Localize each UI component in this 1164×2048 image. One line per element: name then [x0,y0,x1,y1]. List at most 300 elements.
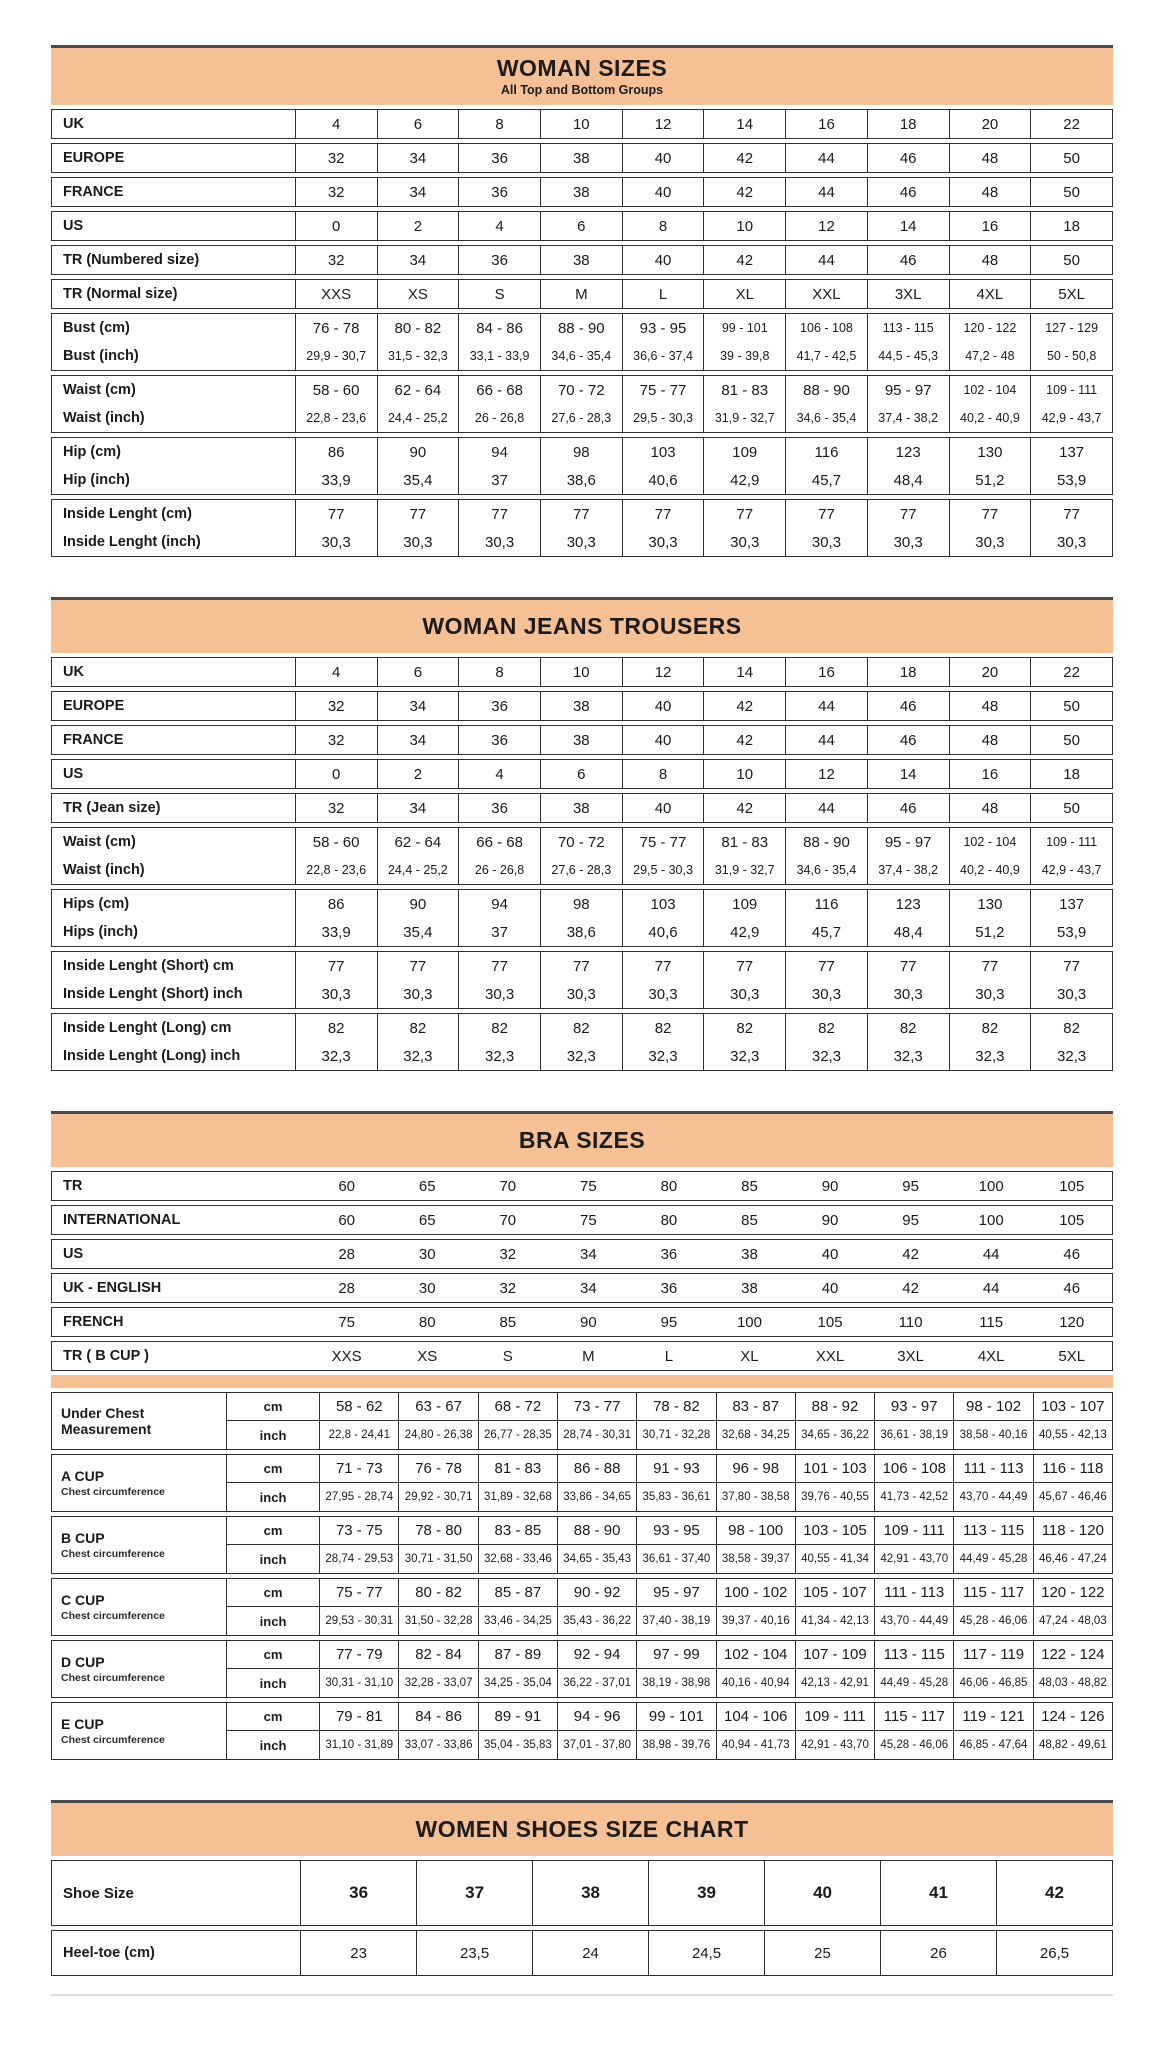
shoe-value-cell: 37 [417,1861,533,1925]
row-label-cm: Bust (cm) [63,320,130,336]
cup-value-inch: 30,71 - 31,50 [404,1553,473,1565]
cup-value-inch: 43,70 - 44,49 [880,1615,949,1627]
cup-value-cm: 124 - 126 [1034,1703,1112,1731]
size-value-cell: 34 [378,144,460,172]
cup-value-inch: 30,71 - 32,28 [642,1429,711,1441]
size-value-cell: 42 [704,178,786,206]
row-label-cm: Inside Lenght (Long) cm [63,1020,232,1036]
size-value-pair-cell [378,500,460,556]
value-inch: 32,3 [484,1047,515,1065]
cup-value-inch: 40,55 - 41,34 [801,1553,869,1565]
bra-band-value-cell: 85 [741,1177,758,1195]
value-inch: 34,6 - 35,4 [551,349,612,363]
cup-value-inch: 46,06 - 46,85 [959,1677,1028,1689]
size-value-cell: 50 [1063,697,1080,715]
size-value-pair-cell [459,890,541,946]
bra-band-value-cell: 85 [741,1211,758,1229]
cup-value-cm: 115 - 117 [875,1703,953,1731]
unit-cm-label: cm [227,1703,319,1731]
cup-label-sub: Chest circumference [61,1733,165,1746]
size-value-pair-cell [296,314,378,370]
cup-label-main: D CUP [61,1654,105,1671]
row-label: EUROPE [52,144,296,172]
size-value-pair-cell [786,952,868,1008]
value-cm: 66 - 68 [476,833,523,851]
cup-value-cm: 89 - 91 [479,1703,557,1731]
cup-value-inch: 44,49 - 45,28 [880,1677,949,1689]
bra-band-value-cell: 44 [982,1245,1000,1263]
value-cm: 130 [977,443,1003,461]
value-cm: 109 - 111 [1046,835,1098,849]
cup-value-inch: 32,28 - 33,07 [404,1677,473,1689]
row-label [52,952,296,1008]
table-row-pair [51,889,1113,947]
value-cm: 77 [409,957,427,975]
cup-value-cell [954,1517,1033,1573]
value-inch: 29,9 - 30,7 [306,349,367,363]
cup-value-inch: 35,83 - 36,61 [642,1491,711,1503]
page-bottom-rule [51,1994,1113,1996]
size-value-pair-cell [1031,828,1112,884]
table-row [51,177,1113,207]
value-cm: 99 - 101 [721,321,768,335]
size-value-cell: 14 [704,110,786,138]
value-inch: 29,5 - 30,3 [633,411,693,425]
bra-band-value-cell: 95 [902,1211,919,1229]
value-cm: 70 - 72 [557,381,605,399]
size-value-pair-cell [296,890,378,946]
bra-band-value-cell: 95 [660,1313,678,1331]
bra-band-value-cell: M [582,1347,595,1365]
size-value-pair-cell [868,952,950,1008]
value-inch: 53,9 [1057,471,1087,489]
size-value-cell: 8 [459,658,541,686]
size-value-cell: 44 [786,178,868,206]
value-cm: 88 - 90 [557,319,605,337]
value-cm: 82 [491,1019,508,1037]
value-inch: 30,3 [811,985,842,1003]
size-value-pair-cell [868,890,950,946]
value-cm: 77 [654,957,672,975]
jeans-trousers-title: WOMAN JEANS TROUSERS [422,612,742,639]
size-value-cell: 3XL [868,280,950,308]
cup-value-inch: 41,34 - 42,13 [801,1615,869,1627]
bra-band-value-cell: S [502,1347,513,1365]
cup-value-inch: 40,16 - 40,94 [721,1677,790,1689]
row-label: TR (Jean size) [52,794,296,822]
size-value-pair-cell [541,952,623,1008]
size-value-pair-cell [786,1014,868,1070]
cup-value-inch: 38,58 - 40,16 [959,1429,1028,1441]
size-value-pair-cell [704,500,786,556]
cup-value-cell [558,1455,637,1511]
cup-value-cell [875,1393,954,1449]
cup-label [52,1393,227,1449]
value-inch: 35,4 [403,471,433,489]
cup-value-cell [479,1641,558,1697]
size-value-cell: 46 [868,692,950,720]
size-value-cell: 32 [296,246,378,274]
bra-band-value-cell: 60 [338,1177,356,1195]
row-label-inch: Inside Lenght (Long) inch [63,1048,241,1064]
cup-value-inch: 48,03 - 48,82 [1038,1677,1107,1689]
cup-value-cm: 96 - 98 [717,1455,795,1483]
cup-label-main: E CUP [61,1716,104,1733]
value-inch: 30,3 [730,985,760,1003]
size-value-cell: 18 [1063,765,1080,783]
size-value-cell: 6 [378,658,460,686]
row-label-cm: Inside Lenght (cm) [63,506,192,522]
cup-value-cm: 75 - 77 [320,1579,398,1607]
size-value-cell: 36 [459,178,541,206]
size-value-pair-cell [296,438,378,494]
cup-value-cell [479,1455,558,1511]
cup-value-cm: 79 - 81 [320,1703,398,1731]
table-row [51,657,1113,687]
cup-value-cm: 88 - 90 [558,1517,636,1545]
bra-section-divider [51,1375,1113,1388]
value-inch: 40,6 [648,471,678,489]
size-value-pair-cell [868,438,950,494]
value-cm: 95 - 97 [884,381,932,399]
size-value-cell: 18 [868,658,950,686]
cup-value-inch: 38,98 - 39,76 [642,1739,711,1751]
size-value-cell: 34 [378,726,460,754]
value-inch: 32,3 [975,1047,1005,1065]
size-value-cell: 50 [1063,251,1080,269]
bra-band-value-cell: 75 [338,1313,356,1331]
size-value-cell: 32 [296,726,378,754]
size-value-cell: 4 [459,212,541,240]
size-value-pair-cell [623,828,705,884]
cup-row [51,1578,1113,1636]
bra-band-value-cell: 115 [979,1313,1004,1331]
size-value-cell: 16 [950,760,1032,788]
value-inch: 27,6 - 28,3 [551,863,612,877]
cup-value-inch: 34,65 - 36,22 [801,1429,869,1441]
cup-value-cell [320,1393,399,1449]
value-inch: 37,4 - 38,2 [878,411,939,425]
value-inch: 32,3 [730,1047,760,1065]
cup-value-inch: 45,28 - 46,06 [959,1615,1028,1627]
value-inch: 44,5 - 45,3 [878,349,939,363]
cup-value-cm: 115 - 117 [954,1579,1032,1607]
cup-label-sub: Chest circumference [61,1485,165,1498]
bra-cup-rows [51,1392,1113,1760]
size-value-pair-cell [868,828,950,884]
bra-sizes-table [51,1111,1113,1760]
size-value-cell: L [623,280,705,308]
woman-sizes-table [51,45,1113,557]
value-inch: 30,3 [321,533,351,551]
value-inch: 29,5 - 30,3 [633,863,693,877]
value-inch: 33,9 [321,471,351,489]
size-value-cell: 0 [296,212,378,240]
size-value-cell: XS [378,280,460,308]
row-label [52,828,296,884]
size-value-pair-cell [623,376,705,432]
cup-value-cell [717,1393,796,1449]
bra-band-value-cell: 120 [1059,1313,1085,1331]
row-label-inch: Waist (inch) [63,410,145,426]
size-value-cell: S [459,280,541,308]
size-value-cell: 36 [459,246,541,274]
bra-band-value-cell: 75 [580,1177,597,1195]
unit-column [227,1393,320,1449]
size-value-pair-cell [378,376,460,432]
row-label: INTERNATIONAL [63,1212,181,1228]
table-row-pair [51,951,1113,1009]
cup-value-inch: 46,85 - 47,64 [959,1739,1028,1751]
size-value-cell: 46 [868,178,950,206]
value-inch: 32,3 [893,1047,923,1065]
cup-value-cell [796,1579,875,1635]
size-value-cell: 22 [1063,663,1080,681]
size-value-pair-cell [378,828,460,884]
value-cm: 137 [1059,895,1085,913]
unit-cm-label: cm [227,1579,319,1607]
value-inch: 30,3 [566,533,596,551]
size-value-cell: 5XL [1058,285,1085,303]
cup-value-inch: 28,74 - 30,31 [563,1429,632,1441]
shoes-size-header [51,1800,1113,1856]
value-cm: 82 [409,1019,427,1037]
value-cm: 123 [895,895,921,913]
cup-value-cell [399,1703,478,1759]
size-value-pair-cell [541,438,623,494]
cup-value-cm: 99 - 101 [637,1703,715,1731]
value-inch: 32,3 [811,1047,842,1065]
bra-band-value-cell: 40 [821,1245,839,1263]
size-value-cell: 12 [786,212,868,240]
size-value-cell: 46 [868,726,950,754]
row-label: FRENCH [63,1314,124,1330]
value-inch: 40,2 - 40,9 [960,411,1020,425]
cup-value-cell [954,1393,1033,1449]
value-cm: 82 [981,1019,999,1037]
value-inch: 47,2 - 48 [965,349,1015,363]
row-label-cm: Hips (cm) [63,896,130,912]
size-value-pair-cell [786,890,868,946]
size-value-cell: 50 [1063,149,1080,167]
size-value-pair-cell [704,828,786,884]
row-label: TR ( B CUP ) [63,1348,149,1364]
shoe-value-cell: 38 [533,1861,649,1925]
size-value-cell: 34 [378,692,460,720]
value-cm: 95 - 97 [884,833,932,851]
cup-value-cell [954,1455,1033,1511]
cup-value-cm: 105 - 107 [796,1579,874,1607]
cup-value-inch: 40,55 - 42,13 [1038,1429,1107,1441]
value-inch: 37,4 - 38,2 [878,863,939,877]
size-value-cell: 32 [296,692,378,720]
bra-band-value-cell: 70 [499,1177,517,1195]
row-label-cm: Waist (cm) [63,834,136,850]
size-value-cell: 50 [1063,731,1080,749]
size-value-cell: 38 [541,246,623,274]
size-value-cell: 44 [786,794,868,822]
value-cm: 77 [654,505,672,523]
value-inch: 53,9 [1057,923,1087,941]
cup-value-cm: 92 - 94 [558,1641,636,1669]
cup-value-inch: 47,24 - 48,03 [1038,1615,1107,1627]
size-value-pair-cell [950,438,1032,494]
cup-value-cell [479,1579,558,1635]
value-inch: 51,2 [975,471,1005,489]
cup-value-cm: 83 - 87 [717,1393,795,1421]
bra-band-value-cell: 105 [817,1313,843,1331]
cup-value-inch: 28,74 - 29,53 [325,1553,394,1565]
table-row [51,691,1113,721]
table-row [51,1860,1113,1926]
bra-band-value-cell: 28 [338,1279,356,1297]
woman-sizes-subtitle: All Top and Bottom Groups [500,83,664,98]
value-cm: 77 [409,505,427,523]
cup-value-cm: 103 - 107 [1034,1393,1112,1421]
cup-value-inch: 44,49 - 45,28 [959,1553,1028,1565]
value-inch: 38,6 [566,471,596,489]
row-label-cm: Inside Lenght (Short) cm [63,958,234,974]
value-inch: 32,3 [321,1047,351,1065]
cup-value-inch: 29,53 - 30,31 [325,1615,394,1627]
cup-value-cell [1034,1641,1112,1697]
size-value-pair-cell [1031,1014,1112,1070]
shoe-value-cell: 40 [765,1861,881,1925]
bra-band-value-cell: 32 [499,1279,517,1297]
unit-inch-label: inch [259,1427,287,1443]
size-value-pair-cell [704,314,786,370]
size-value-pair-cell [459,952,541,1008]
cup-value-cell [875,1703,954,1759]
row-label-cm: Waist (cm) [63,382,136,398]
cup-value-inch: 36,22 - 37,01 [563,1677,632,1689]
size-value-cell: 44 [786,692,868,720]
bra-band-value-cell: 46 [1063,1279,1081,1297]
bra-band-value-cell: 46 [1063,1245,1081,1263]
bra-band-value-cell: 28 [338,1245,356,1263]
size-value-cell: 10 [704,212,786,240]
value-cm: 113 - 115 [882,321,934,335]
cup-value-cm: 111 - 113 [954,1455,1032,1483]
size-value-pair-cell [1031,500,1112,556]
size-value-cell: 22 [1063,115,1080,133]
cup-value-inch: 45,67 - 46,46 [1038,1491,1107,1503]
cup-value-cell [796,1393,875,1449]
cup-value-inch: 29,92 - 30,71 [404,1491,473,1503]
cup-value-inch: 42,91 - 43,70 [801,1739,869,1751]
woman-sizes-title: WOMAN SIZES [496,54,668,81]
row-label: Shoe Size [52,1861,301,1925]
table-row [51,1171,1113,1201]
size-value-cell: 4XL [950,280,1032,308]
value-cm: 84 - 86 [476,319,523,337]
row-label: UK [52,110,296,138]
cup-value-inch: 26,77 - 28,35 [483,1429,552,1441]
table-row [51,211,1113,241]
size-value-cell: 16 [786,658,868,686]
cup-value-cm: 78 - 80 [399,1517,477,1545]
cup-value-cm: 80 - 82 [399,1579,477,1607]
cup-value-cm: 109 - 111 [875,1517,953,1545]
size-value-pair-cell [868,376,950,432]
cup-label-main: C CUP [61,1592,105,1609]
size-value-cell: 42 [704,692,786,720]
value-inch: 38,6 [566,923,596,941]
bra-band-value-cell: 38 [741,1245,758,1263]
cup-value-inch: 33,86 - 34,65 [563,1491,632,1503]
cup-value-cell [637,1455,716,1511]
size-value-pair-cell [296,828,378,884]
cup-value-cm: 88 - 92 [796,1393,874,1421]
bra-band-value-cell: 95 [902,1177,919,1195]
size-value-pair-cell [950,890,1032,946]
value-inch: 30,3 [403,533,433,551]
value-cm: 137 [1059,443,1085,461]
value-inch: 30,3 [811,533,842,551]
cup-value-inch: 48,82 - 49,61 [1038,1739,1107,1751]
size-value-pair-cell [950,500,1032,556]
cup-value-cell [796,1517,875,1573]
value-inch: 36,6 - 37,4 [633,349,693,363]
bra-band-value-cell: 75 [580,1211,597,1229]
cup-value-inch: 37,40 - 38,19 [642,1615,711,1627]
value-inch: 30,3 [975,985,1005,1003]
bra-band-value-cell: 100 [736,1313,762,1331]
bra-band-value-cell: 36 [660,1245,678,1263]
value-inch: 30,3 [648,533,678,551]
cup-value-cell [399,1393,478,1449]
value-cm: 116 [814,443,839,461]
value-cm: 116 [814,895,839,913]
size-value-cell: 38 [541,726,623,754]
value-cm: 93 - 95 [639,319,687,337]
table-row-pair [51,827,1113,885]
cup-value-cm: 109 - 111 [796,1703,874,1731]
size-value-cell: 4 [296,658,378,686]
value-inch: 32,3 [648,1047,678,1065]
cup-value-inch: 38,58 - 39,37 [721,1553,790,1565]
value-inch: 42,9 [730,923,760,941]
row-label: US [52,760,296,788]
size-value-pair-cell [541,500,623,556]
shoes-size-title: WOMEN SHOES SIZE CHART [415,1815,749,1842]
shoe-value-cell: 23 [301,1931,417,1975]
size-value-cell: 8 [623,760,705,788]
row-label-cm: Hip (cm) [63,444,121,460]
shoe-value-cell: 39 [649,1861,765,1925]
value-inch: 30,3 [975,533,1005,551]
cup-value-cm: 63 - 67 [399,1393,477,1421]
cup-value-cell [320,1579,399,1635]
row-label [52,1014,296,1070]
cup-value-cm: 78 - 82 [637,1393,715,1421]
size-value-pair-cell [541,890,623,946]
value-inch: 51,2 [975,923,1005,941]
bra-band-value-cell: XS [417,1347,438,1365]
row-label-inch: Waist (inch) [63,862,145,878]
value-inch: 32,3 [403,1047,433,1065]
value-cm: 77 [981,957,999,975]
unit-inch-label: inch [259,1613,287,1629]
value-cm: 76 - 78 [312,319,360,337]
size-value-pair-cell [459,376,541,432]
row-label: EUROPE [52,692,296,720]
size-value-cell: 40 [623,726,705,754]
cup-value-cell [558,1703,637,1759]
size-value-cell: 34 [378,178,460,206]
size-value-cell: 50 [1063,799,1080,817]
size-value-cell: 8 [459,110,541,138]
